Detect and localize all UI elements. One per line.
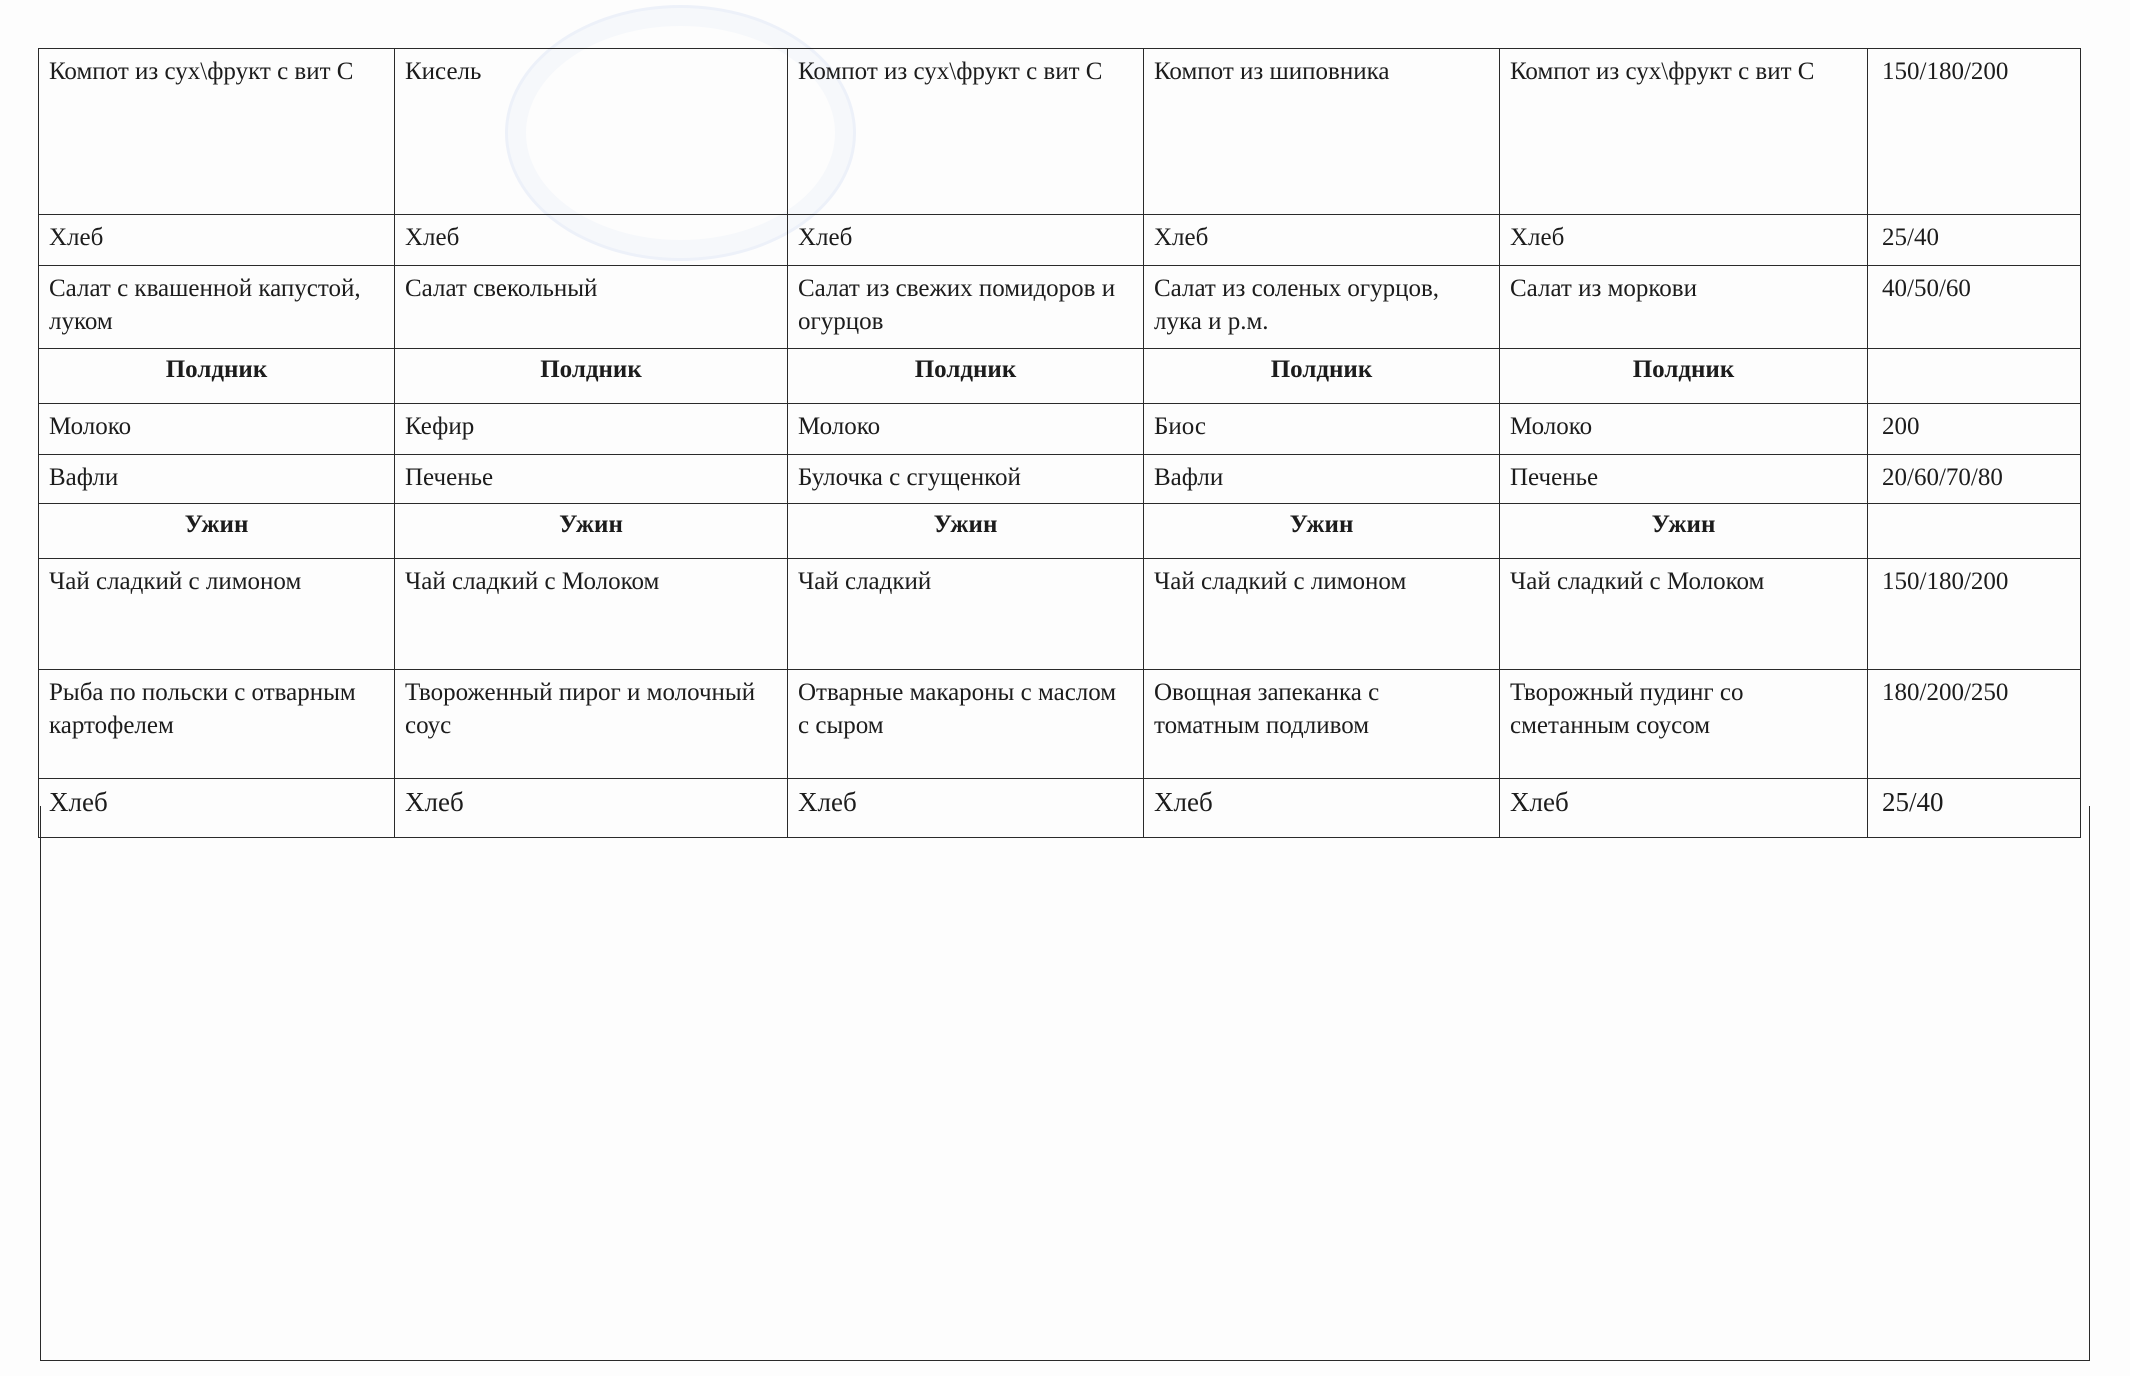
section-header-cell: Ужин	[788, 504, 1144, 559]
table-cell: Вафли	[39, 455, 395, 504]
portion-cell: 180/200/250	[1868, 670, 2081, 779]
table-cell: Кефир	[395, 404, 788, 455]
table-cell: Хлеб	[39, 779, 395, 838]
section-header-cell: Полдник	[39, 349, 395, 404]
table-cell: Компот из сух\фрукт с вит С	[788, 49, 1144, 215]
table-row-section-header	[39, 504, 2081, 559]
table-row-drinks	[39, 49, 2081, 215]
table-cell: Хлеб	[395, 215, 788, 266]
table-cell: Молоко	[39, 404, 395, 455]
table-cell: Хлеб	[39, 215, 395, 266]
table-cell: Компот из шиповника	[1144, 49, 1500, 215]
section-header-cell: Ужин	[1144, 504, 1500, 559]
portion-cell	[1868, 504, 2081, 559]
table-row-salad	[39, 266, 2081, 349]
table-cell: Биос	[1144, 404, 1500, 455]
table-cell: Салат из моркови	[1500, 266, 1868, 349]
table-cell: Хлеб	[1144, 779, 1500, 838]
table-cell: Салат из свежих помидоров и огурцов	[788, 266, 1144, 349]
table-cell: Хлеб	[1144, 215, 1500, 266]
table-cell: Хлеб	[788, 215, 1144, 266]
table-cell: Чай сладкий с Молоком	[1500, 559, 1868, 670]
table-row-bread	[39, 215, 2081, 266]
table-cell: Кисель	[395, 49, 788, 215]
table-row-snack-drink	[39, 404, 2081, 455]
table-row-main-dish	[39, 670, 2081, 779]
portion-cell	[1868, 349, 2081, 404]
menu-table	[38, 48, 2081, 838]
table-row-tea	[39, 559, 2081, 670]
table-row-section-header	[39, 349, 2081, 404]
table-cell: Компот из сух\фрукт с вит С	[1500, 49, 1868, 215]
table-cell: Чай сладкий с лимоном	[1144, 559, 1500, 670]
table-cell: Салат с квашенной капустой, луком	[39, 266, 395, 349]
section-header-cell: Ужин	[395, 504, 788, 559]
section-header-cell: Полдник	[1144, 349, 1500, 404]
section-header-cell: Полдник	[788, 349, 1144, 404]
table-cell: Молоко	[1500, 404, 1868, 455]
table-cell: Хлеб	[1500, 779, 1868, 838]
table-cell: Компот из сух\фрукт с вит С	[39, 49, 395, 215]
section-header-cell: Полдник	[395, 349, 788, 404]
table-cell: Салат из соленых огурцов, лука и р.м.	[1144, 266, 1500, 349]
portion-cell: 25/40	[1868, 779, 2081, 838]
table-cell: Булочка с сгущенкой	[788, 455, 1144, 504]
portion-cell: 200	[1868, 404, 2081, 455]
section-header-cell: Полдник	[1500, 349, 1868, 404]
portion-cell: 20/60/70/80	[1868, 455, 2081, 504]
section-header-cell: Ужин	[1500, 504, 1868, 559]
table-cell: Хлеб	[395, 779, 788, 838]
portion-cell: 25/40	[1868, 215, 2081, 266]
table-row-snack-pastry	[39, 455, 2081, 504]
portion-cell: 40/50/60	[1868, 266, 2081, 349]
empty-table-area	[40, 806, 2090, 1361]
table-cell: Чай сладкий	[788, 559, 1144, 670]
table-cell: Рыба по польски с отварным картофелем	[39, 670, 395, 779]
section-header-cell: Ужин	[39, 504, 395, 559]
table-cell: Вафли	[1144, 455, 1500, 504]
table-cell: Твороженный пирог и молочный соус	[395, 670, 788, 779]
table-cell: Чай сладкий с лимоном	[39, 559, 395, 670]
table-cell: Творожный пудинг со сметанным соусом	[1500, 670, 1868, 779]
table-cell: Молоко	[788, 404, 1144, 455]
table-cell: Хлеб	[788, 779, 1144, 838]
portion-cell: 150/180/200	[1868, 49, 2081, 215]
table-cell: Отварные макароны с маслом с сыром	[788, 670, 1144, 779]
table-cell: Чай сладкий с Молоком	[395, 559, 788, 670]
table-cell: Печенье	[395, 455, 788, 504]
portion-cell: 150/180/200	[1868, 559, 2081, 670]
table-cell: Печенье	[1500, 455, 1868, 504]
table-cell: Овощная запеканка с томатным подливом	[1144, 670, 1500, 779]
table-cell: Салат свекольный	[395, 266, 788, 349]
table-cell: Хлеб	[1500, 215, 1868, 266]
